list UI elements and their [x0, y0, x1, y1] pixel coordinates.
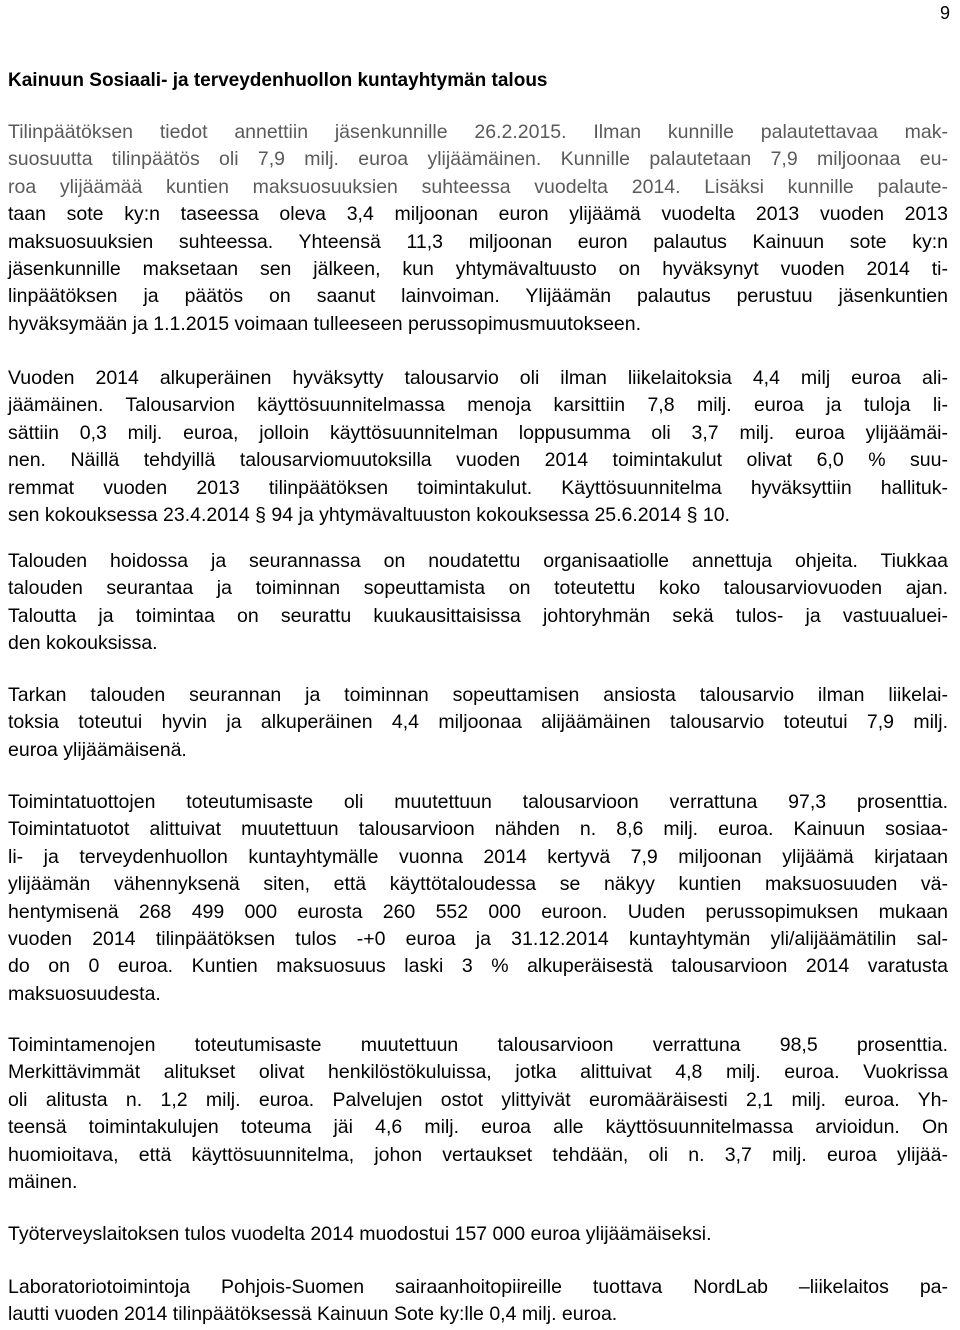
text-line: Toimintatuottojen toteutumisaste oli muutettuun talousarvioon verrattuna 97,3 prosenttia.	[8, 791, 948, 813]
paragraph-tilinpaatos	[8, 119, 948, 338]
text-line: Työterveyslaitoksen tulos vuodelta 2014 muodostui 157 000 euroa ylijäämäiseksi.	[8, 1223, 712, 1245]
text-line: Toimintatuotot alittuivat muutettuun talousarvioon nähden n. 8,6 milj. euroa. Kainuun sosiaa-	[8, 818, 948, 841]
text-line: talouden seurantaa ja toiminnan sopeuttamista on toteutettu koko talousarviovuoden ajan.	[8, 577, 948, 600]
text-line: Tarkan talouden seurannan ja toiminnan sopeuttamisen ansiosta talousarvio ilman liikelai-	[8, 684, 948, 706]
text-line: remmat vuoden 2013 tilinpäätöksen toimintakulut. Käyttösuunnitelma hyväksyttiin hallituk-	[8, 476, 948, 499]
text-line: den kokouksissa.	[8, 632, 158, 655]
page-number: 9	[939, 3, 950, 23]
text-line: taan sote ky:n taseessa oleva 3,4 miljoonan euron ylijäämä vuodelta 2013 vuoden 2013	[8, 203, 948, 226]
text-line: do on 0 euroa. Kuntien maksuosuus laski 3 % alkuperäisestä talousarvioon 2014 varatusta	[8, 955, 948, 978]
text-line: oli alitusta n. 1,2 milj. euroa. Palvelujen ostot ylittyivät euromääräisesti 2,1 milj. euroa. Yh-	[8, 1088, 948, 1111]
text-line: nen. Näillä tehdyillä talousarviomuutoksilla vuoden 2014 toimintakulut olivat 6,0 % suu-	[8, 449, 948, 472]
text-line: sen kokouksessa 23.4.2014 § 94 ja yhtymävaltuuston kokouksessa 25.6.2014 § 10.	[8, 504, 730, 527]
text-line: jäsenkunnille maksetaan sen jälkeen, kun yhtymävaltuusto on hyväksynyt vuoden 2014 ti-	[8, 258, 948, 281]
text-line: suosuutta tilinpäätös oli 7,9 milj. euroa ylijäämäinen. Kunnille palautetaan 7,9 miljoonaa eu-	[8, 148, 948, 171]
text-line: Merkittävimmät alitukset olivat henkilöstökuluissa, jotka alittuivat 4,8 milj. euroa. Vuokrissa	[8, 1061, 948, 1084]
text-line: toksia toteutui hyvin ja alkuperäinen 4,4 miljoonaa alijäämäinen talousarvio toteutui 7,9 milj.	[8, 711, 948, 734]
text-line: Toimintamenojen toteutumisaste muutettuun talousarvioon verrattuna 98,5 prosenttia.	[8, 1034, 948, 1056]
paragraph-tyoterveyslaitos	[8, 1221, 948, 1248]
text-line: hyväksymään ja 1.1.2015 voimaan tulleeseen perussopimusmuutokseen.	[8, 312, 642, 335]
text-line: li- ja terveydenhuollon kuntayhtymälle vuonna 2014 kertyvä 7,9 miljoonan ylijäämä kirjataan	[8, 845, 948, 868]
text-line: teensä toimintakulujen toteuma jäi 4,6 milj. euroa alle käyttösuunnitelmassa arvioidun. On	[8, 1116, 948, 1139]
paragraph-toteutuminen	[8, 682, 948, 764]
text-line: vuoden 2014 tilinpäätöksen tulos -+0 euroa ja 31.12.2014 kuntayhtymän yli/alijäämätilin sal-	[8, 928, 948, 951]
text-line: linpäätöksen ja päätös on saanut lainvoiman. Ylijäämän palautus perustuu jäsenkuntien	[8, 285, 948, 308]
text-line: Talouden hoidossa ja seurannassa on noudatettu organisaatiolle annettuja ohjeita. Tiukkaa	[8, 550, 948, 572]
page-title: Kainuun Sosiaali- ja terveydenhuollon kuntayhtymän talous	[8, 70, 548, 91]
text-line: Vuoden 2014 alkuperäinen hyväksytty talousarvio oli ilman liikelaitoksia 4,4 milj euroa ali-	[8, 367, 948, 389]
text-line: lautti vuoden 2014 tilinpäätöksessä Kainuun Sote ky:lle 0,4 milj. euroa.	[8, 1303, 618, 1326]
text-line: maksuosuuksien suhteessa. Yhteensä 11,3 miljoonan euron palautus Kainuun sote ky:n	[8, 230, 948, 253]
text-line: maksuosuudesta.	[8, 982, 161, 1005]
text-line: mäinen.	[8, 1171, 78, 1194]
paragraph-seuranta	[8, 548, 948, 658]
text-line: hentymisenä 268 499 000 eurosta 260 552 000 euroon. Uuden perussopimuksen mukaan	[8, 900, 948, 923]
text-line: sättiin 0,3 milj. euroa, jolloin käyttösuunnitelman loppusumma oli 3,7 milj. euroa ylijäämäi-	[8, 421, 948, 444]
text-line: huomioitava, että käyttösuunnitelma, johon vertaukset tehdään, oli n. 3,7 milj. euroa ylijää-	[8, 1143, 948, 1166]
text-line: Tilinpäätöksen tiedot annettiin jäsenkunnille 26.2.2015. Ilman kunnille palautettavaa mak-	[8, 121, 948, 143]
text-line: Taloutta ja toimintaa on seurattu kuukausittaisissa johtoryhmän sekä tulos- ja vastuualuei-	[8, 604, 948, 627]
text-line: euroa ylijäämäisenä.	[8, 738, 187, 761]
paragraph-talousarvio	[8, 365, 948, 529]
paragraph-toimintamenot	[8, 1032, 948, 1196]
text-line: ylijäämän vähennyksenä siten, että käyttötaloudessa se näkyy kuntien maksuosuuden vä-	[8, 873, 948, 896]
text-line: Laboratoriotoimintoja Pohjois-Suomen sairaanhoitopiireille tuottava NordLab –liikelaitos pa-	[8, 1276, 948, 1298]
paragraph-toimintatuotot	[8, 789, 948, 1008]
paragraph-nordlab	[8, 1274, 948, 1329]
text-line: jäämäinen. Talousarvion käyttösuunnitelmassa menoja karsittiin 7,8 milj. euroa ja tuloja li-	[8, 394, 948, 417]
text-line: roa ylijäämää kuntien maksuosuuksien suhteessa vuodelta 2014. Lisäksi kunnille palaute-	[8, 175, 948, 198]
